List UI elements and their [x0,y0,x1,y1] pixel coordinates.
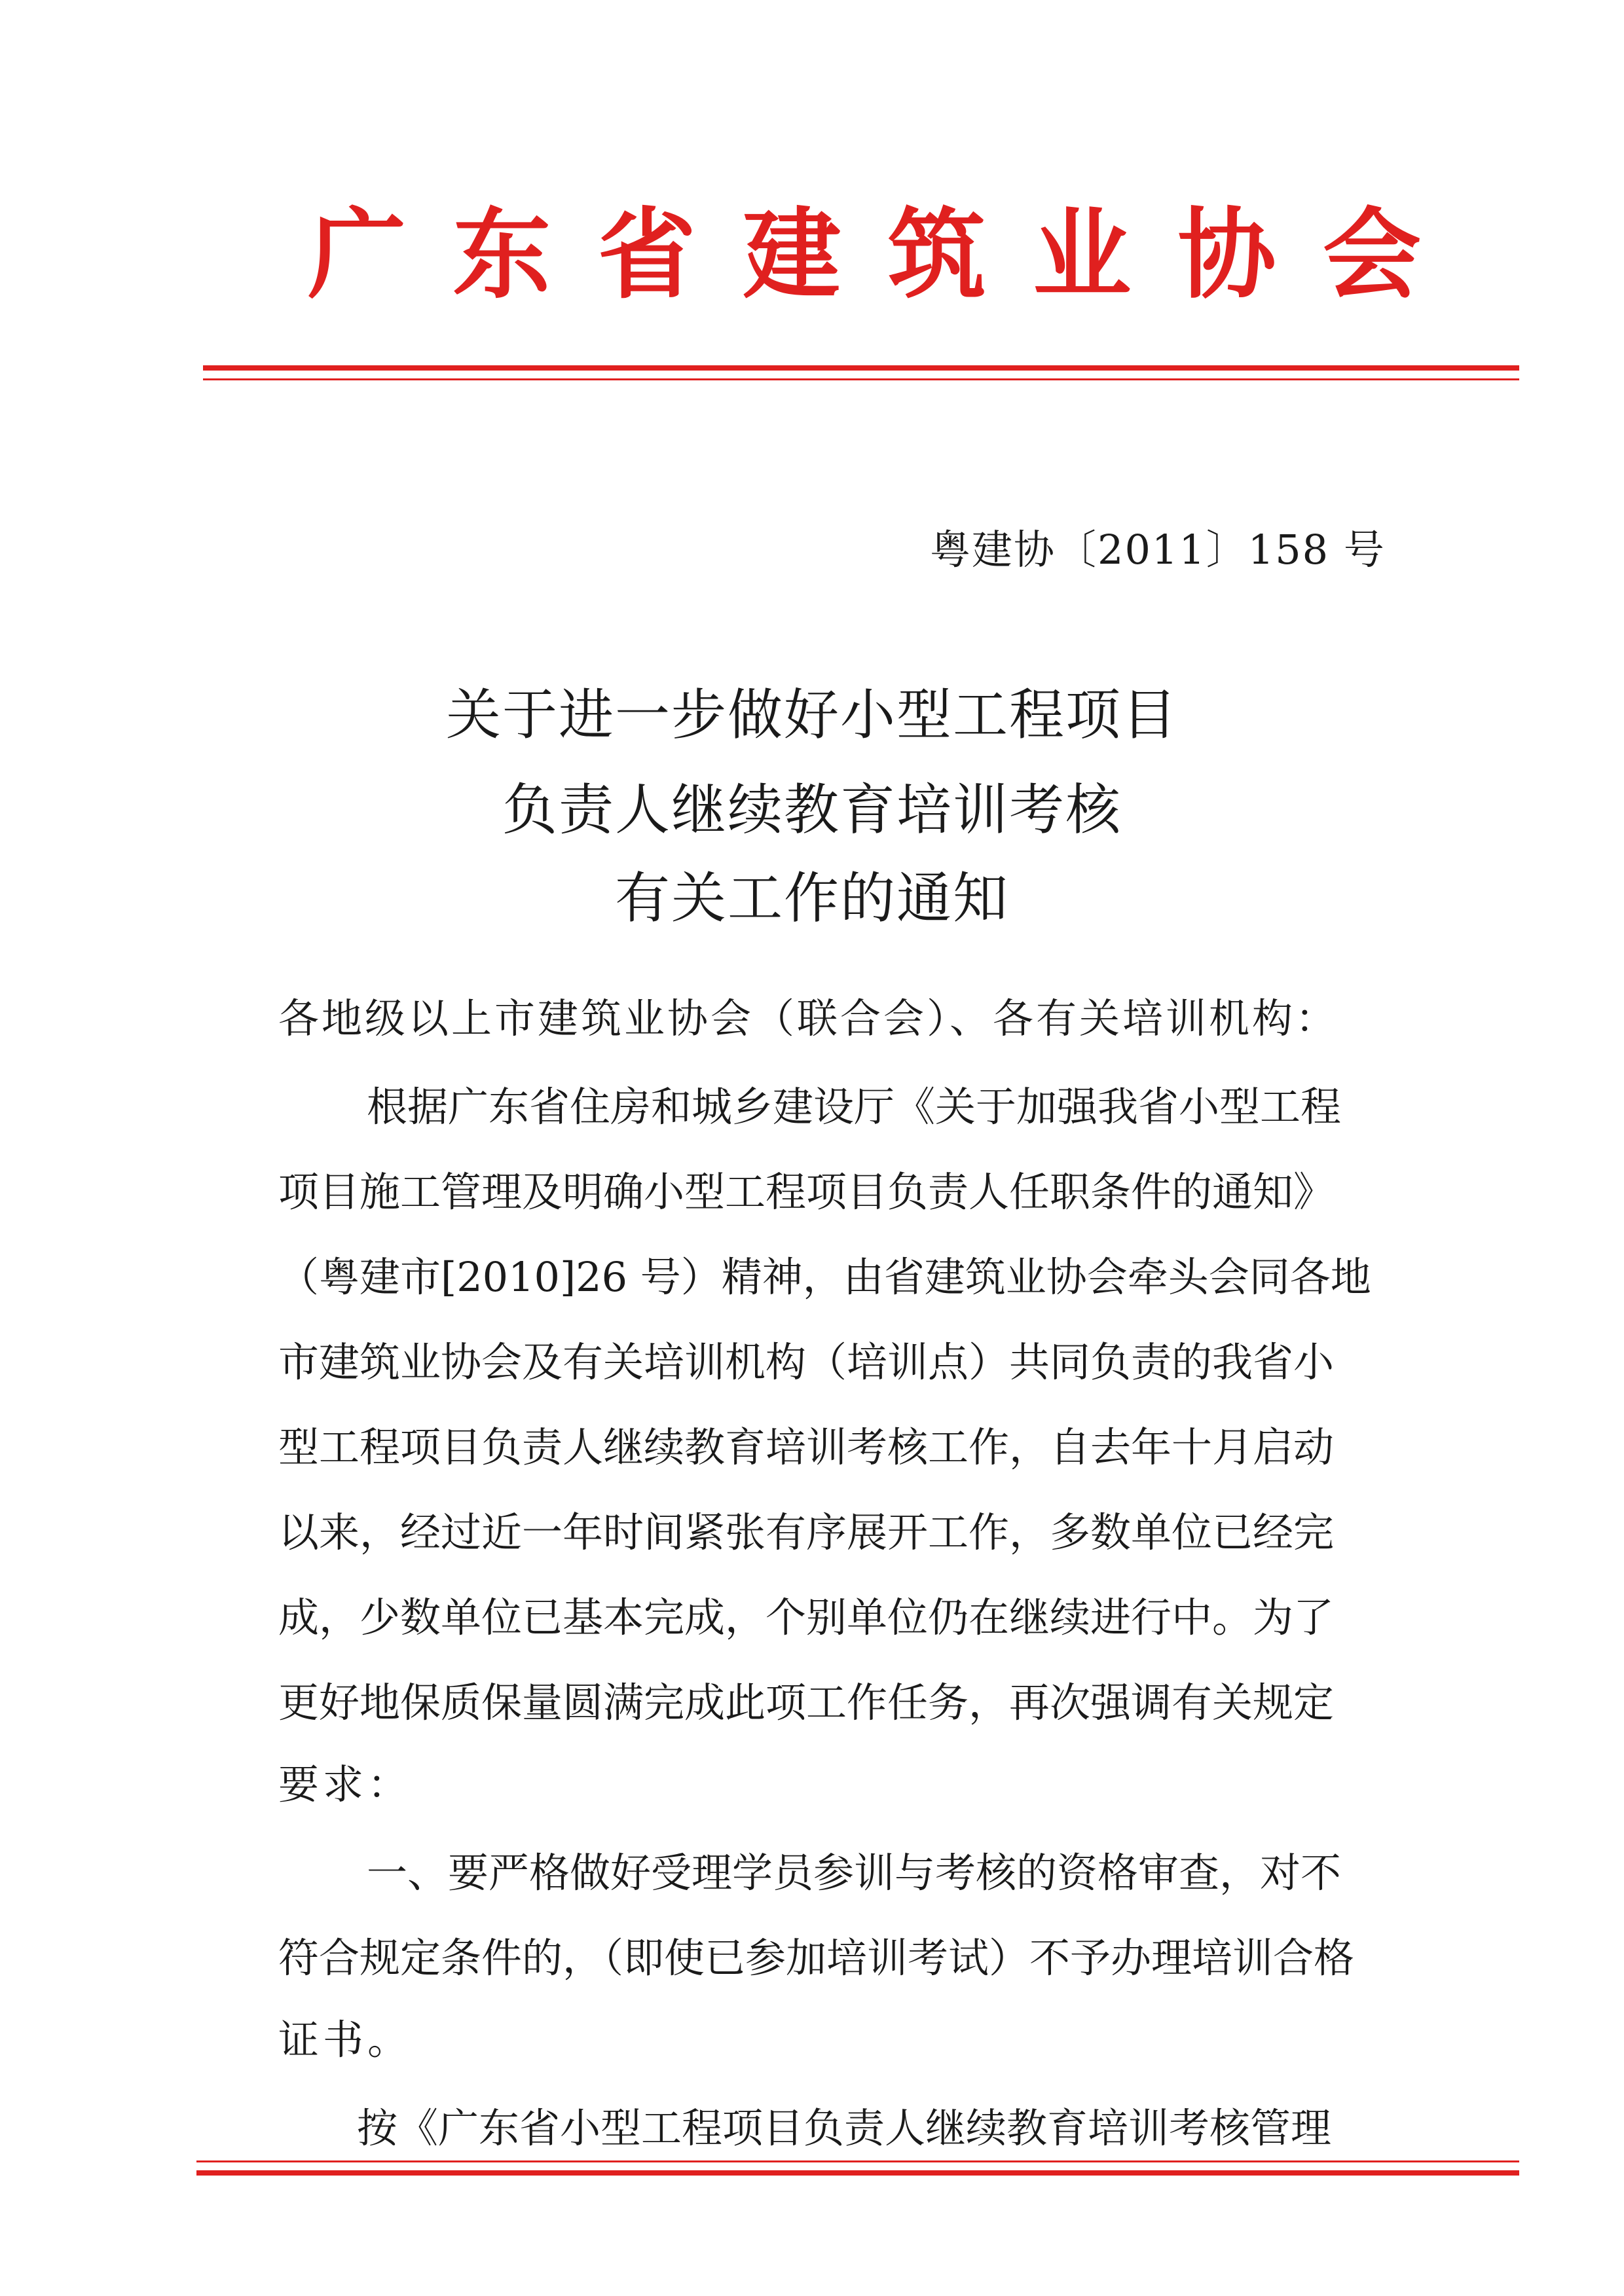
letterhead-divider-thin [203,378,1519,380]
paragraph-1-line: 要求： [278,1760,413,1808]
letterhead-divider-thick [203,365,1519,371]
document-title-line-3: 有关工作的通知 [614,866,1009,930]
paragraph-1-line: 市建筑业协会及有关培训机构（培训点）共同负责的我省小 [278,1338,1335,1386]
letterhead-char: 会 [1322,198,1421,312]
paragraph-1-line: （粤建市[2010]26 号）精神，由省建筑业协会牵头会同各地 [278,1253,1371,1301]
document-title-line-2: 负责人继续教育培训考核 [502,778,1122,842]
letterhead-char: 建 [743,198,841,312]
paragraph-1-line: 成，少数单位已基本完成，个别单位仍在继续进行中。为了 [278,1594,1335,1641]
paragraph-1-line: 根据广东省住房和城乡建设厅《关于加强我省小型工程 [367,1083,1342,1131]
letterhead-organization-name [308,196,1421,314]
letterhead-char: 东 [452,198,551,312]
paragraph-2-line: 证书。 [278,2016,413,2064]
paragraph-1-line: 型工程项目负责人继续教育培训考核工作，自去年十月启动 [278,1423,1335,1471]
letterhead-char: 业 [1033,198,1132,312]
paragraph-1-line: 更好地保质保量圆满完成此项工作任务，再次强调有关规定 [278,1679,1335,1726]
footer-divider-thick [196,2170,1519,2176]
salutation: 各地级以上市建筑业协会（联合会）、各有关培训机构： [278,994,1339,1042]
letterhead-char: 筑 [887,198,986,312]
letterhead-char: 省 [597,198,696,312]
letterhead-char: 广 [308,198,407,312]
document-number: 粤建协〔2011〕158 号 [930,526,1386,574]
paragraph-1-line: 以来，经过近一年时间紧张有序展开工作，多数单位已经完 [278,1508,1335,1556]
paragraph-2-line: 一、要严格做好受理学员参训与考核的资格审查，对不 [367,1849,1342,1897]
footer-divider-thin [196,2160,1519,2162]
paragraph-3-line: 按《广东省小型工程项目负责人继续教育培训考核管理 [357,2104,1332,2152]
paragraph-2-line: 符合规定条件的，（即使已参加培训考试）不予办理培训合格 [278,1934,1355,1982]
letterhead-char: 协 [1177,198,1276,312]
document-title-line-1: 关于进一步做好小型工程项目 [445,683,1178,747]
paragraph-1-line: 项目施工管理及明确小型工程项目负责人任职条件的通知》 [278,1168,1335,1216]
